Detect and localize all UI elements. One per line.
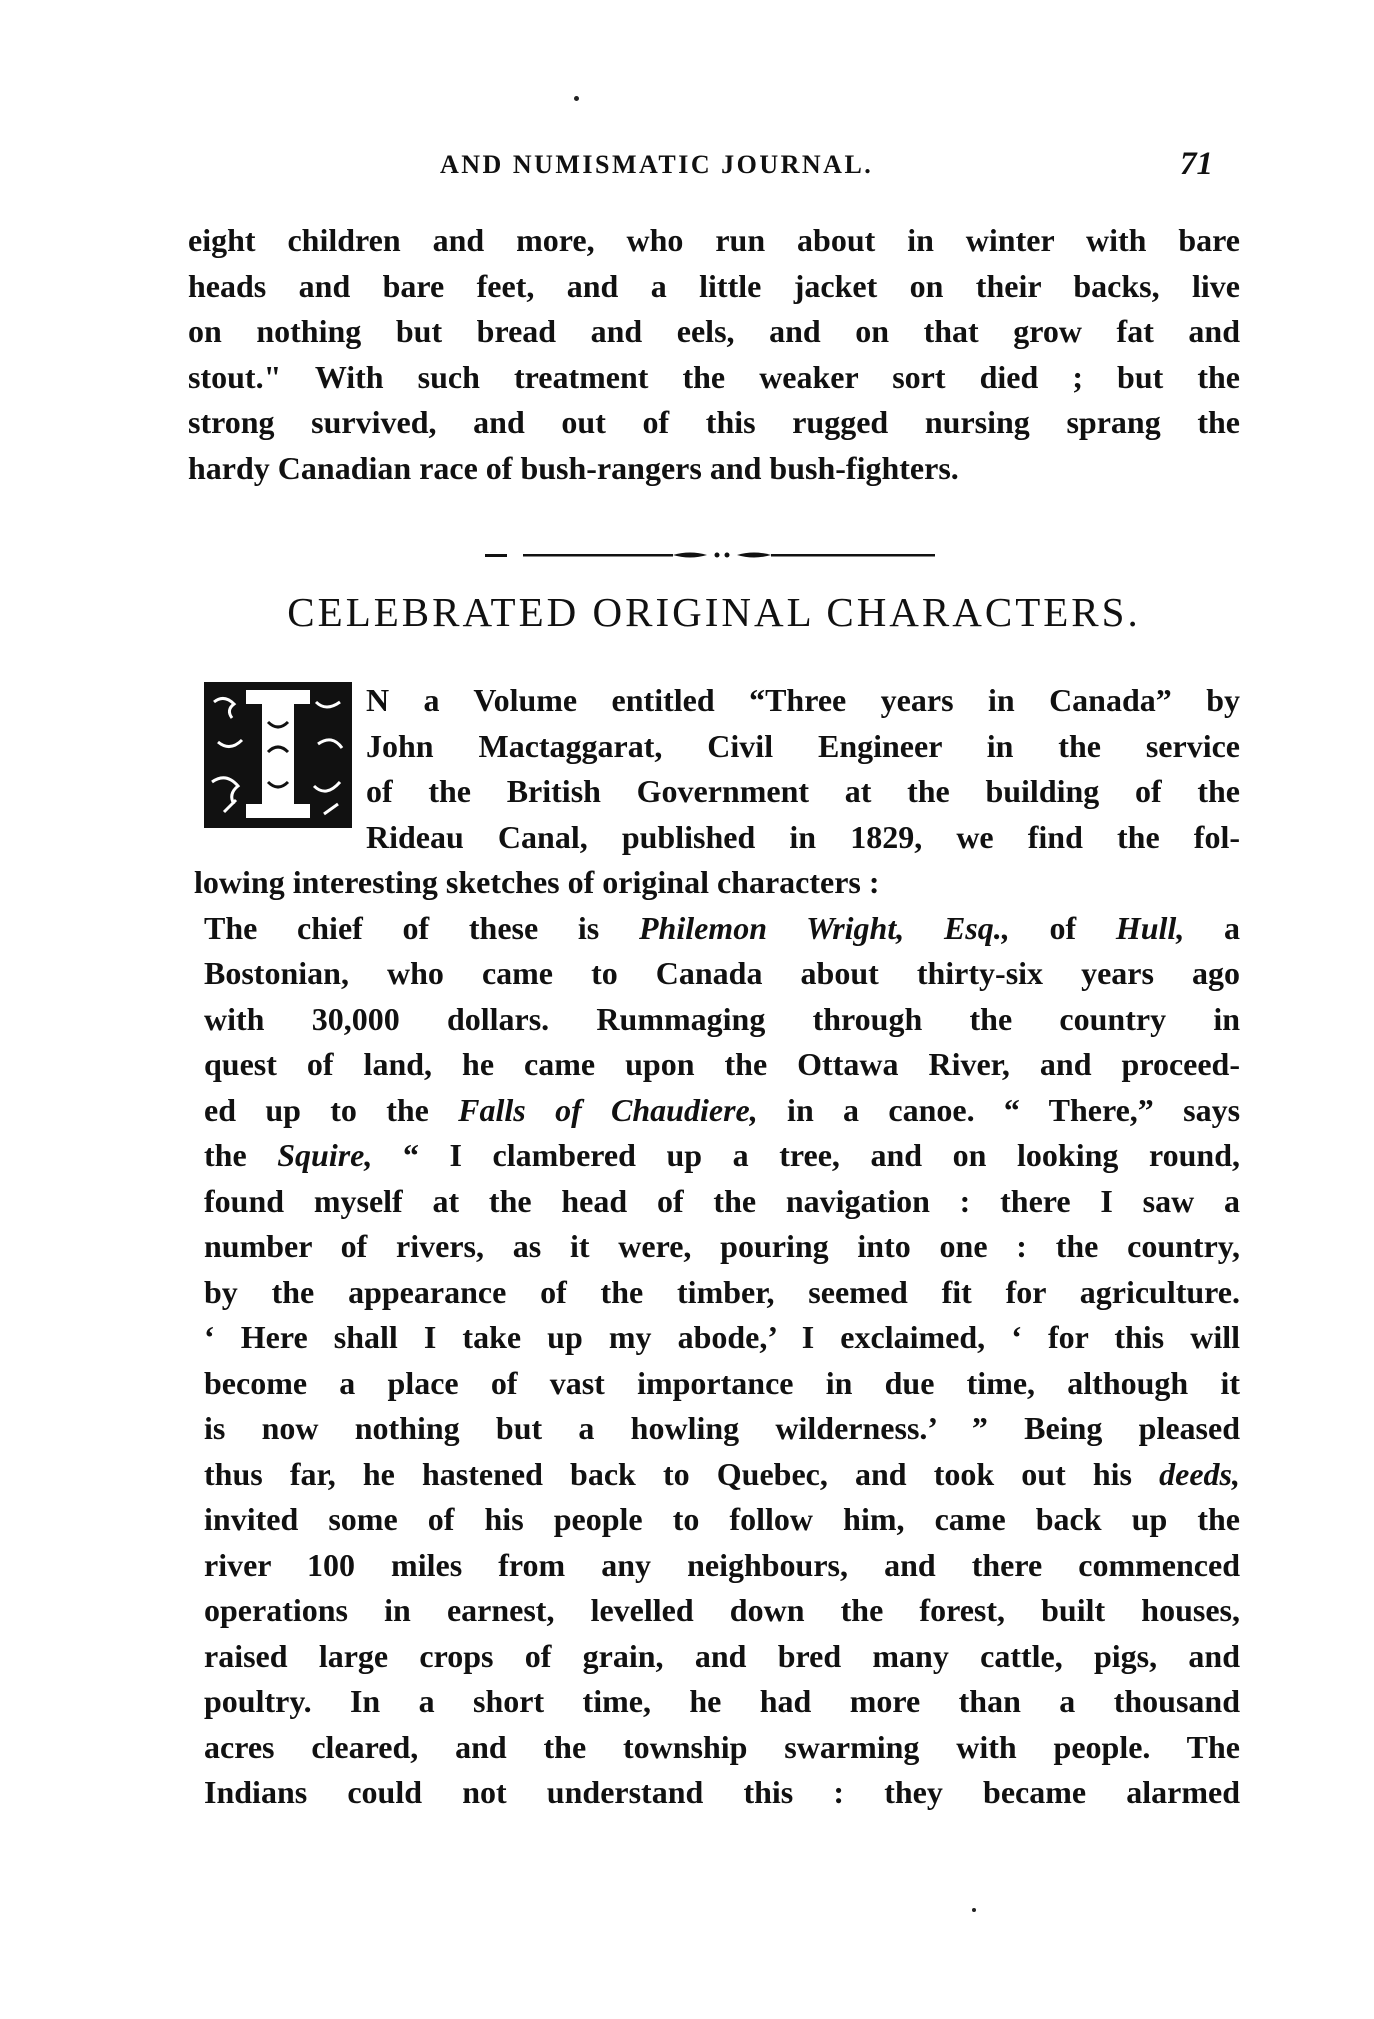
text-line: by the appearance of the timber, seemed fit for agriculture. — [204, 1273, 1240, 1310]
text-line: number of rivers, as it were, pouring into one : the country, — [204, 1228, 1240, 1264]
italic-name: Philemon Wright, Esq., — [638, 909, 1010, 946]
text-line: heads and bare feet, and a little jacket on their backs, live — [188, 267, 1240, 304]
text-line: strong survived, and out of this rugged nursing sprang the — [188, 404, 1240, 440]
section-divider-ornament — [485, 548, 935, 562]
text-line: raised large crops of grain, and bred many cattle, pigs, and — [204, 1637, 1240, 1674]
text-line: ‘ Here shall I take up my abode,’ I exclaimed, ‘ for this will — [204, 1319, 1240, 1355]
text-line: thus far, he hastened back to Quebec, and took out his deeds, — [204, 1455, 1240, 1492]
section-title: CELEBRATED ORIGINAL CHARACTERS. — [287, 589, 1141, 635]
text-line: The chief of these is Philemon Wright, Esq., of Hull, a — [204, 909, 1241, 946]
text-line: hardy Canadian race of bush-rangers and bush-fighters. — [188, 449, 959, 486]
text-line: John Mactaggarat, Civil Engineer in the service — [366, 727, 1240, 764]
page-number: 71 — [1180, 146, 1213, 182]
text-line: Indians could not understand this : they became alarmed — [204, 1774, 1240, 1810]
text-line: on nothing but bread and eels, and on that grow fat and — [188, 313, 1240, 349]
ornamental-drop-cap — [204, 682, 352, 828]
text-line: invited some of his people to follow him, came back up the — [204, 1501, 1240, 1537]
text-line: operations in earnest, levelled down the forest, built houses, — [204, 1592, 1240, 1628]
italic-place: Hull, — [1115, 909, 1185, 946]
text-line: is now nothing but a howling wilderness.’ ” Being pleased — [204, 1410, 1240, 1446]
text-line: with 30,000 dollars. Rummaging through the country in — [204, 1000, 1240, 1037]
text-line: N a Volume entitled “Three years in Canada” by — [366, 682, 1240, 718]
intro-paragraph — [188, 218, 1240, 491]
text-line: ed up to the Falls of Chaudiere, in a canoe. “ There,” says — [204, 1091, 1241, 1128]
dropcap-paragraph — [366, 678, 1240, 860]
italic-word: deeds, — [1159, 1455, 1240, 1492]
print-speck — [574, 96, 579, 101]
text-line: quest of land, he came upon the Ottawa River, and proceed- — [204, 1046, 1240, 1082]
text-line: Bostonian, who came to Canada about thirty-six years ago — [204, 955, 1240, 991]
text-line: found myself at the head of the navigation : there I saw a — [204, 1182, 1240, 1219]
text-line: stout." With such treatment the weaker sort died ; but the — [188, 358, 1240, 395]
italic-place: Falls of Chaudiere, — [458, 1091, 758, 1128]
running-head: AND NUMISMATIC JOURNAL. — [440, 150, 874, 179]
text-line: become a place of vast importance in due time, although it — [204, 1364, 1240, 1401]
print-speck — [972, 1908, 976, 1912]
text-line: the Squire, “ I clambered up a tree, and on looking round, — [204, 1137, 1241, 1173]
text-line: poultry. In a short time, he had more than a thousand — [204, 1683, 1240, 1719]
text-line: of the British Government at the building of the — [366, 773, 1240, 809]
text-line: lowing interesting sketches of original characters : — [194, 864, 880, 900]
text-line: Rideau Canal, published in 1829, we find the fol- — [366, 818, 1240, 855]
body-paragraph — [194, 860, 1241, 1816]
text-line: eight children and more, who run about in winter with bare — [188, 222, 1240, 258]
text-line: river 100 miles from any neighbours, and there commenced — [204, 1546, 1240, 1583]
text-line: acres cleared, and the township swarming with people. The — [204, 1728, 1240, 1765]
italic-title: Squire, — [277, 1137, 373, 1173]
